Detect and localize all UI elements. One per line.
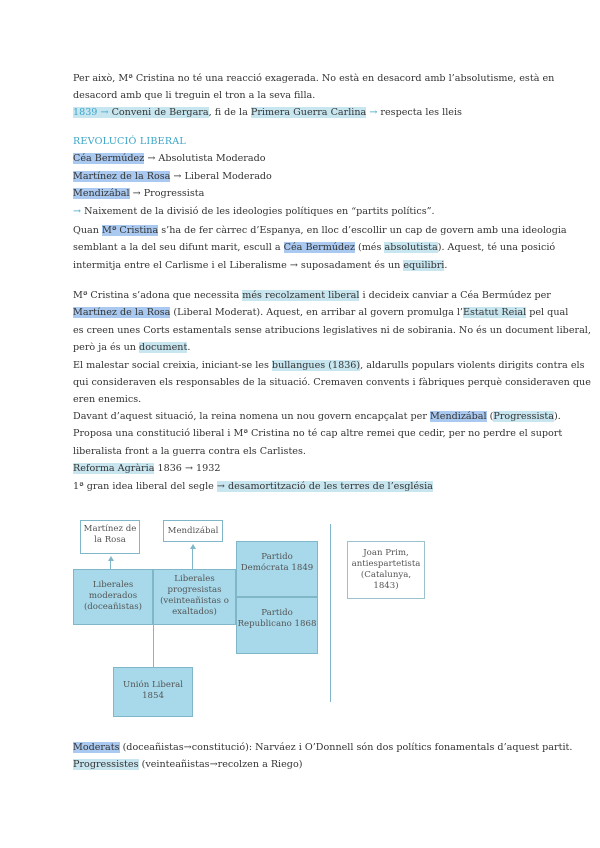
arrow-icon: →: [73, 205, 82, 217]
paragraph-martinez: Mª Cristina s’adona que necessita més recolzament liberal i decideix canviar a Céa Bermúdez per Martínez de la Rosa (Liberal Moderat). Aquest, en arribar al govern promulga l’Estatut Reial pel qual es creen unes Corts estamentals sense atribucions legislatives ni de sobirania. No és un document liberal, però ja és un document. El malestar social creixia, iniciant-se les bullangues (1836), aldarulls populars violents dirigits contra els qui consideraven els responsables de la situació. Cremaven convents i fàbriques perquè consideraven que eren enemics.: [73, 290, 591, 406]
paragraph-mendizabal: Davant d’aquest situació, la reina nomena un nou govern encapçalat per Mendizábal (Progressista). Proposa una constitució liberal i Mª Cristina no té cap altre remei que cedir, per no perdre el suport liberalista front a la guerra contra els Carlistes. Reforma Agrària 1836 → 1932 1ª gran idea liberal del segle → desamortització de les terres de l’església: [73, 411, 563, 492]
reforma-agraria: Reforma Agrària: [73, 463, 155, 475]
section-revolucio-liberal: REVOLUCIÓ LIBERAL Céa Bermúdez → Absolutista Moderado Martínez de la Rosa → Liberal Moderado Mendizábal → Progressista → Naixement de la divisió de les ideologies polítiques en “partits polítics”.: [73, 133, 527, 220]
box-republicano: Partido Republicano 1868: [236, 597, 318, 654]
box-mendizabal: Mendizábal: [163, 520, 223, 542]
arrow-up-icon: [190, 544, 196, 549]
text-line: desacord amb que li treguin el tron a la seva filla.: [73, 90, 316, 102]
box-joan-prim: Joan Prim, antiespartetista (Catalunya, 1843): [347, 541, 425, 599]
paragraph-cea: Quan Mª Cristina s’ha de fer càrrec d’Espanya, en lloc d’escollir un cap de govern amb una ideologia semblant a la del seu difunt marit, escull a Céa Bermúdez (més absolutista). Aquest, té una posició intermitja entre el Carlisme i el Liberalisme → suposadament és un equilibri.: [73, 225, 567, 271]
moderats: Moderats: [73, 742, 120, 753]
paragraph-intro: [73, 70, 555, 105]
progressistes: Progressistes: [73, 759, 139, 771]
mendizabal: Mendizábal: [73, 188, 130, 200]
text-line: Per això, Mª Cristina no té una reacció exagerada. No està en desacord amb l’absolutisme, està en: [73, 73, 555, 84]
divider: [330, 524, 331, 702]
martinez-de-la-rosa: Martínez de la Rosa: [73, 170, 171, 182]
conveni-bergara: Conveni de Bergara: [111, 107, 209, 118]
box-martinez: Martínez de la Rosa: [80, 520, 140, 554]
paragraph-conveni: 1839 → Conveni de Bergara, fi de la Primera Guerra Carlina → respecta les lleis: [73, 107, 462, 118]
box-democrata: Partido Demócrata 1849: [236, 541, 318, 597]
arrow-up-icon: [108, 556, 114, 561]
date-1839: 1839: [73, 107, 98, 118]
box-union-liberal: Unión Liberal 1854: [113, 667, 193, 717]
box-progresistas: Liberales progresistas (veinteañistas o exaltados): [153, 569, 236, 625]
section-heading: REVOLUCIÓ LIBERAL: [73, 136, 186, 147]
primera-guerra-carlina: Primera Guerra Carlina: [250, 107, 367, 118]
cea-bermudez: Céa Bermúdez: [73, 153, 145, 165]
paragraph-partits: Moderats (doceañistas→constitució): Narváez i O’Donnell són dos polítics fonamentals d’aquest partit. Progressistes (veinteañistas→recolzen a Riego): [73, 742, 573, 771]
box-moderados: Liberales moderados (doceañistas): [73, 569, 153, 625]
